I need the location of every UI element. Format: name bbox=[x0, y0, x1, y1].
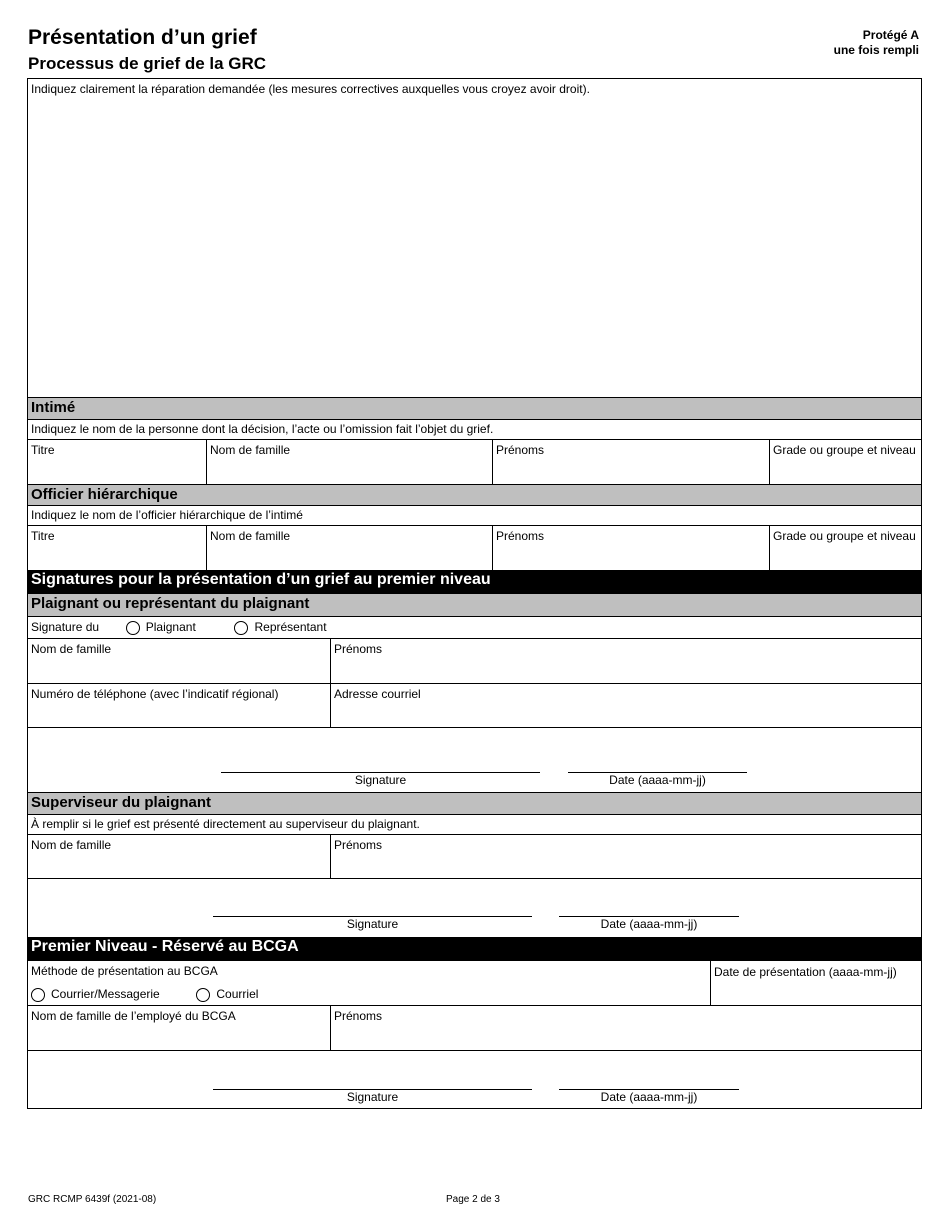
officer-rank-label: Grade ou groupe et niveau bbox=[773, 529, 916, 543]
email-radio-icon[interactable] bbox=[196, 988, 210, 1002]
representative-radio-icon[interactable] bbox=[234, 621, 248, 635]
signature-by-label: Signature du bbox=[31, 620, 100, 634]
griever-date-label: Date (aaaa-mm-jj) bbox=[609, 773, 706, 787]
bcga-employee-surname-label: Nom de famille de l’employé du BCGA bbox=[31, 1009, 236, 1023]
griever-supervisor-signature-row bbox=[28, 879, 921, 937]
bcga-method-label: Méthode de présentation au BCGA bbox=[31, 964, 218, 978]
griever-supervisor-name-row bbox=[28, 835, 921, 879]
respondent-surname-label: Nom de famille bbox=[210, 443, 291, 457]
supervisor-date-label: Date (aaaa-mm-jj) bbox=[600, 917, 698, 931]
bcga-signature-label: Signature bbox=[346, 1090, 399, 1104]
page-title: Présentation d’un grief bbox=[28, 26, 257, 49]
mail-option-label: Courrier/Messagerie bbox=[51, 987, 160, 1001]
supervisor-given-names-label: Prénoms bbox=[334, 838, 383, 852]
supervisor-given-names-field[interactable] bbox=[330, 835, 921, 878]
griever-surname-field[interactable] bbox=[28, 639, 330, 683]
griever-supervisor-instruction: À remplir si le grief est présenté directement au superviseur du plaignant. bbox=[31, 817, 420, 831]
form-id: GRC RCMP 6439f (2021-08) bbox=[28, 1194, 157, 1205]
respondent-fields-row bbox=[28, 440, 921, 485]
bcga-name-row bbox=[28, 1006, 921, 1051]
supervisor-surname-label: Nom de famille bbox=[31, 838, 112, 852]
mail-option[interactable] bbox=[31, 987, 160, 1001]
bcga-method-row bbox=[28, 961, 921, 1006]
officer-heading: Officier hiérarchique bbox=[28, 485, 921, 506]
representative-option-label: Représentant bbox=[254, 620, 327, 634]
griever-signature-row bbox=[28, 728, 921, 792]
bcga-given-names-label: Prénoms bbox=[334, 1009, 383, 1023]
respondent-rank-label: Grade ou groupe et niveau bbox=[773, 443, 916, 457]
griever-supervisor-heading: Superviseur du plaignant bbox=[28, 792, 921, 815]
representative-option[interactable] bbox=[234, 620, 326, 634]
officer-surname-field[interactable] bbox=[206, 526, 492, 570]
griever-email-field[interactable] bbox=[330, 684, 921, 727]
bcga-heading: Premier Niveau - Réservé au BCGA bbox=[28, 937, 921, 961]
email-option-label: Courriel bbox=[216, 987, 259, 1001]
officer-rank-field[interactable] bbox=[769, 526, 921, 570]
respondent-rank-field[interactable] bbox=[769, 440, 921, 484]
protection-line-2: une fois rempli bbox=[833, 43, 919, 57]
respondent-heading: Intimé bbox=[28, 398, 921, 420]
officer-title-label: Titre bbox=[31, 529, 55, 543]
griever-option-label: Plaignant bbox=[145, 620, 196, 634]
griever-given-names-field[interactable] bbox=[330, 639, 921, 683]
bcga-given-names-field[interactable] bbox=[330, 1006, 921, 1050]
respondent-title-field[interactable] bbox=[28, 440, 206, 484]
officer-surname-label: Nom de famille bbox=[210, 529, 291, 543]
protection-notice bbox=[834, 28, 919, 58]
griever-phone-field[interactable] bbox=[28, 684, 330, 727]
respondent-surname-field[interactable] bbox=[206, 440, 492, 484]
remedy-instruction: Indiquez clairement la réparation demandée (les mesures correctives auxquelles vous croyez avoir droit). bbox=[31, 82, 590, 96]
griever-heading: Plaignant ou représentant du plaignant bbox=[28, 594, 921, 617]
respondent-title-label: Titre bbox=[31, 443, 55, 457]
bcga-signature-row bbox=[28, 1051, 921, 1108]
respondent-instruction-row bbox=[28, 420, 921, 440]
supervisor-signature-label: Signature bbox=[346, 917, 399, 931]
protection-line-1: Protégé A bbox=[862, 28, 919, 42]
signatures-section-heading: Signatures pour la présentation d’un grief au premier niveau bbox=[28, 570, 921, 594]
respondent-given-names-label: Prénoms bbox=[496, 443, 545, 457]
grievance-form bbox=[27, 78, 922, 1109]
respondent-instruction: Indiquez le nom de la personne dont la décision, l’acte ou l’omission fait l’objet du grief. bbox=[31, 422, 494, 436]
griever-signature-by-row bbox=[28, 617, 921, 639]
bcga-method-field bbox=[28, 961, 710, 1005]
bcga-presentation-date-field[interactable] bbox=[710, 961, 921, 1005]
bcga-date-label: Date (aaaa-mm-jj) bbox=[600, 1090, 698, 1104]
griever-radio-icon[interactable] bbox=[126, 621, 140, 635]
officer-title-field[interactable] bbox=[28, 526, 206, 570]
griever-signature-label: Signature bbox=[354, 773, 407, 787]
bcga-presentation-date-label: Date de présentation (aaaa-mm-jj) bbox=[714, 965, 897, 979]
griever-phone-label: Numéro de téléphone (avec l’indicatif régional) bbox=[31, 687, 279, 701]
griever-given-names-label: Prénoms bbox=[334, 642, 383, 656]
griever-surname-label: Nom de famille bbox=[31, 642, 112, 656]
mail-radio-icon[interactable] bbox=[31, 988, 45, 1002]
officer-instruction-row bbox=[28, 506, 921, 526]
officer-given-names-label: Prénoms bbox=[496, 529, 545, 543]
respondent-given-names-field[interactable] bbox=[492, 440, 769, 484]
griever-option[interactable] bbox=[126, 620, 196, 634]
supervisor-surname-field[interactable] bbox=[28, 835, 330, 878]
email-option[interactable] bbox=[196, 987, 258, 1001]
griever-name-row bbox=[28, 639, 921, 684]
remedy-field[interactable] bbox=[28, 79, 921, 398]
griever-contact-row bbox=[28, 684, 921, 728]
griever-supervisor-instruction-row bbox=[28, 815, 921, 835]
officer-fields-row bbox=[28, 526, 921, 570]
officer-instruction: Indiquez le nom de l’officier hiérarchique de l’intimé bbox=[31, 508, 303, 522]
officer-given-names-field[interactable] bbox=[492, 526, 769, 570]
page-number: Page 2 de 3 bbox=[446, 1194, 500, 1205]
bcga-employee-surname-field[interactable] bbox=[28, 1006, 330, 1050]
griever-email-label: Adresse courriel bbox=[334, 687, 421, 701]
page-subtitle: Processus de grief de la GRC bbox=[28, 54, 267, 73]
